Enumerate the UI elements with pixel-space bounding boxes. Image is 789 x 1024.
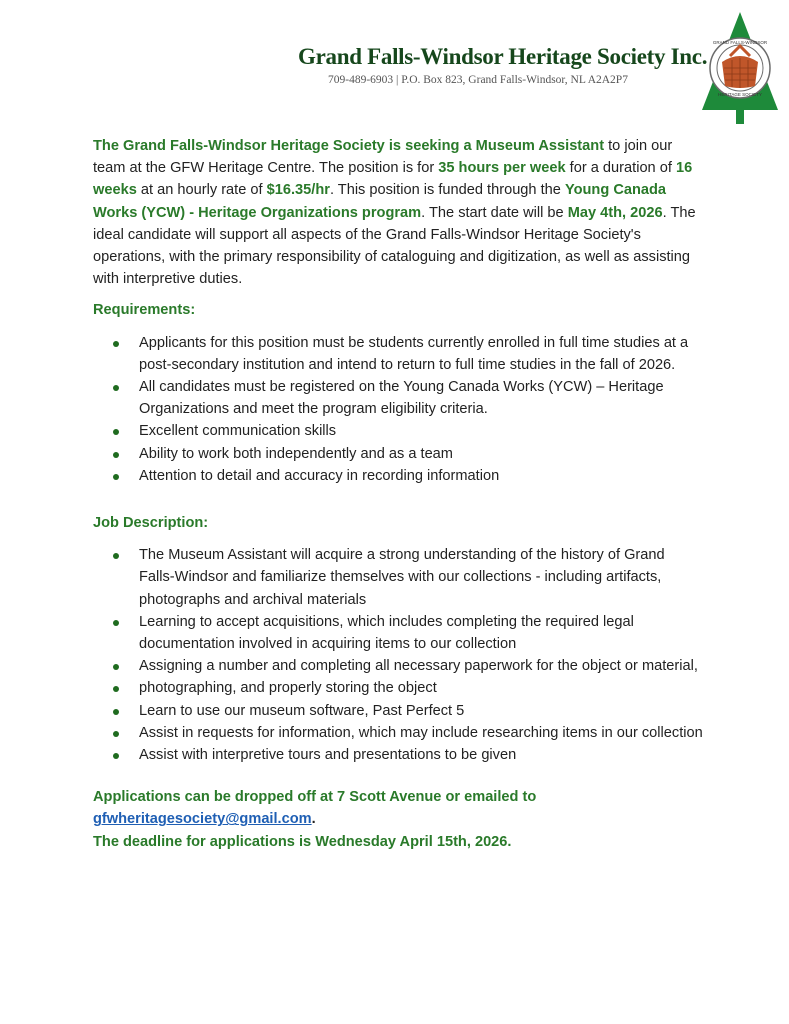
intro-text: for a duration of [565,160,676,177]
duration-weeks: 16 weeks [93,160,693,199]
list-item: Assist with interpretive tours and presentations to be given [139,744,703,766]
list-item: Learning to accept acquisitions, which includes completing the required legal documentation involved in acquiring items to our collection [139,611,703,655]
intro-text: to join our team at the GFW Heritage Centre. The position is for [93,138,673,177]
requirements-list [93,332,703,487]
job-description-heading: Job Description: [93,515,209,532]
start-date: May 4th, 2026 [567,204,663,221]
list-item: Learn to use our museum software, Past Perfect 5 [139,700,703,722]
requirements-heading: Requirements: [93,302,196,319]
svg-text:GRAND FALLS-WINDSOR: GRAND FALLS-WINDSOR [712,40,768,45]
list-item: Attention to detail and accuracy in recording information [139,465,703,487]
intro-text: . The start date will be [421,204,568,221]
dropoff-text: Applications can be dropped off at 7 Scott Avenue or emailed to [93,789,537,806]
svg-text:HERITAGE SOCIETY: HERITAGE SOCIETY [718,92,762,97]
list-item: Assigning a number and completing all necessary paperwork for the object or material, [139,655,703,677]
list-item: Excellent communication skills [139,420,703,442]
intro-lead: The Grand Falls-Windsor Heritage Society is seeking a Museum Assistant [93,138,605,154]
hours-per-week: 35 hours per week [438,160,566,177]
job-description-list [93,544,703,766]
email-suffix: . [311,811,316,828]
heritage-society-logo-icon [700,10,780,125]
list-item: Assist in requests for information, which may include researching items in our collection [139,722,703,744]
deadline-text: The deadline for applications is Wednesday April 15th, 2026. [93,833,512,850]
application-instructions [93,786,703,853]
posting-content [93,135,703,853]
intro-text: . The ideal candidate will support all aspects of the Grand Falls-Windsor Heritage Society's operations, with the primary responsibility of cataloguing and digitization, as well as assisting with interpretive duties. [93,204,696,288]
funding-program: Young Canada Works (YCW) - Heritage Organizations program [93,182,667,221]
email-link[interactable]: gfwheritagesociety@gmail.com [93,811,312,828]
list-item: The Museum Assistant will acquire a strong understanding of the history of Grand Falls-Windsor and familiarize themselves with our collections - including artifacts, photographs and archival materials [139,544,703,611]
intro-paragraph [93,135,703,290]
intro-text: at an hourly rate of [136,182,267,199]
list-item: photographing, and properly storing the object [139,677,703,699]
list-item: Ability to work both independently and as a team [139,443,703,465]
list-item: All candidates must be registered on the Young Canada Works (YCW) – Heritage Organizations and meet the program eligibility criteria. [139,376,703,420]
org-name: Grand Falls-Windsor Heritage Society Inc. [298,44,708,69]
intro-text: . This position is funded through the [329,182,565,199]
list-item: Applicants for this position must be students currently enrolled in full time studies at a post-secondary institution and intend to return to full time studies in the fall of 2026. [139,332,703,376]
org-contact: 709-489-6903 | P.O. Box 823, Grand Falls-Windsor, NL A2A2P7 [328,74,628,86]
hourly-rate: $16.35/hr [266,182,330,199]
